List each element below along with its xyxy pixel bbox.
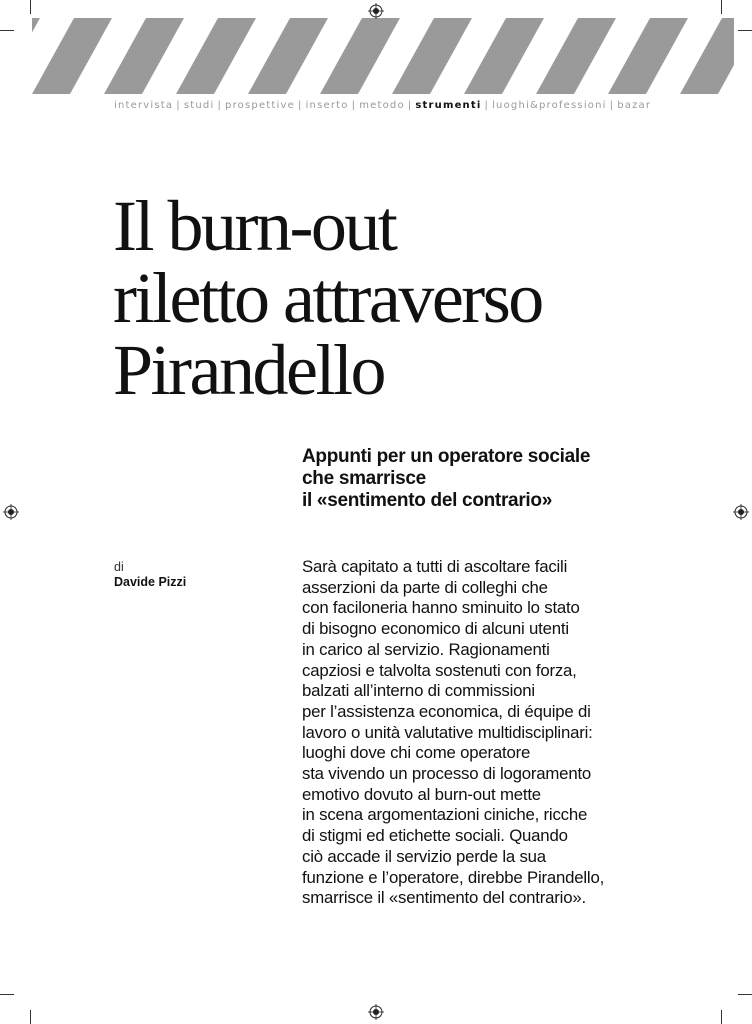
crop-mark xyxy=(30,1010,31,1024)
body-line: sta vivendo un processo di logoramento xyxy=(302,764,592,784)
nav-item-strumenti[interactable]: strumenti xyxy=(415,100,482,111)
body-line: ciò accade il servizio perde la sua xyxy=(302,846,546,866)
header-stripe xyxy=(248,18,328,94)
crop-mark xyxy=(0,994,14,995)
crop-mark xyxy=(30,0,31,14)
nav-item-prospettive[interactable]: prospettive xyxy=(225,100,295,111)
body-line: luoghi dove chi come operatore xyxy=(302,743,531,763)
body-line: capziosi e talvolta sostenuti con forza, xyxy=(302,660,577,680)
crop-mark xyxy=(721,0,722,14)
crop-mark xyxy=(738,30,752,31)
crop-mark xyxy=(721,1010,722,1024)
body-line: con faciloneria hanno sminuito lo stato xyxy=(302,598,580,618)
header-stripe-band xyxy=(32,18,734,94)
subtitle-line: che smarrisce xyxy=(302,468,426,489)
nav-separator: | xyxy=(609,100,615,111)
nav-item-studi[interactable]: studi xyxy=(183,100,215,111)
byline-prefix: di xyxy=(114,560,124,574)
subtitle-line: Appunti per un operatore sociale xyxy=(302,446,591,467)
body-line: per l’assistenza economica, di équipe di xyxy=(302,701,591,721)
crop-mark xyxy=(0,30,14,31)
nav-item-luoghi-professioni[interactable]: luoghi&professioni xyxy=(492,100,607,111)
nav-item-metodo[interactable]: metodo xyxy=(359,100,405,111)
body-line: asserzioni da parte di colleghi che xyxy=(302,577,548,597)
header-stripe xyxy=(464,18,544,94)
body-line: di stigmi ed etichette sociali. Quando xyxy=(302,826,568,846)
registration-mark-icon xyxy=(368,1004,384,1020)
article-subtitle xyxy=(302,446,722,512)
title-line: riletto attraverso xyxy=(113,258,542,338)
registration-mark-icon xyxy=(368,3,384,19)
header-stripe xyxy=(176,18,256,94)
nav-separator: | xyxy=(176,100,181,111)
body-line: lavoro o unità valutative multidisciplinari: xyxy=(302,722,593,742)
body-line: smarrisce il «sentimento del contrario». xyxy=(302,888,586,908)
header-stripe xyxy=(104,18,184,94)
nav-separator: | xyxy=(298,100,303,111)
header-stripe xyxy=(680,18,734,94)
nav-separator: | xyxy=(484,100,490,111)
nav-separator: | xyxy=(351,100,357,111)
body-line: funzione e l’operatore, direbbe Pirandello, xyxy=(302,867,605,887)
article-title xyxy=(113,186,733,410)
nav-separator: | xyxy=(407,100,413,111)
header-stripe xyxy=(320,18,400,94)
nav-item-inserto[interactable]: inserto xyxy=(305,100,349,111)
body-line: balzati all’interno di commissioni xyxy=(302,681,535,701)
byline xyxy=(114,560,284,590)
body-line: Sarà capitato a tutti di ascoltare facili xyxy=(302,557,568,576)
body-line: di bisogno economico di alcuni utenti xyxy=(302,619,569,639)
body-line: in scena argomentazioni ciniche, ricche xyxy=(302,805,588,825)
header-stripe xyxy=(536,18,616,94)
body-line: emotivo dovuto al burn-out mette xyxy=(302,784,541,804)
nav-separator: | xyxy=(217,100,223,111)
body-line: in carico al servizio. Ragionamenti xyxy=(302,639,550,659)
subtitle-line: il «sentimento del contrario» xyxy=(302,490,552,511)
crop-mark xyxy=(738,994,752,995)
header-stripe xyxy=(392,18,472,94)
title-line: Pirandello xyxy=(113,330,384,410)
nav-item-intervista[interactable]: intervista xyxy=(114,100,174,111)
registration-mark-icon xyxy=(3,504,19,520)
title-line: Il burn-out xyxy=(113,186,396,266)
header-stripe xyxy=(32,18,112,94)
registration-mark-icon xyxy=(733,504,749,520)
section-nav xyxy=(114,100,734,114)
article-body xyxy=(302,557,702,909)
nav-item-bazar[interactable]: bazar xyxy=(617,100,652,111)
header-stripe xyxy=(608,18,688,94)
author-name: Davide Pizzi xyxy=(114,575,187,589)
